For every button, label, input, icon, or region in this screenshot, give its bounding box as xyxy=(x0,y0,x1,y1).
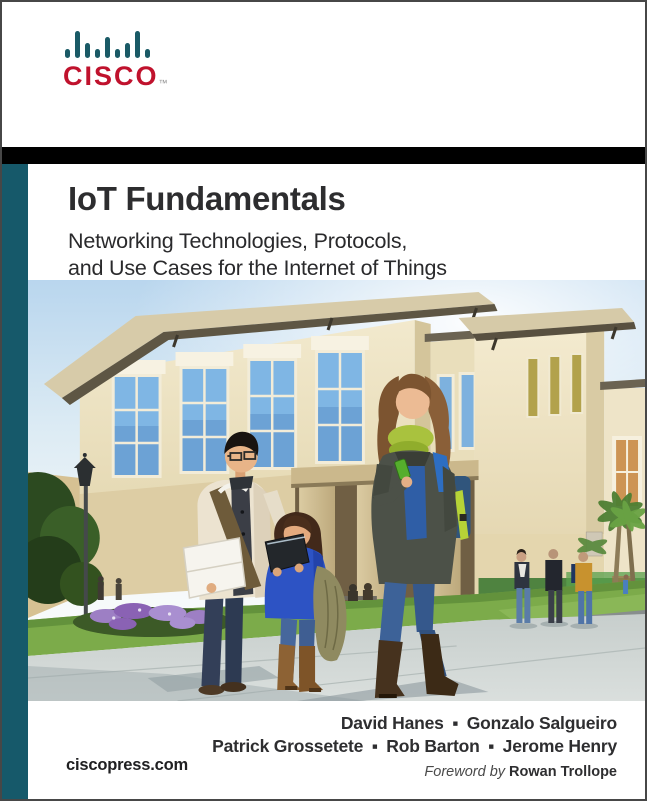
publisher-website-link[interactable]: ciscopress.com xyxy=(66,756,188,774)
cisco-logo xyxy=(63,30,173,90)
trademark-symbol: ™ xyxy=(158,78,168,88)
footer xyxy=(28,701,645,799)
cover-photo-illustration xyxy=(28,280,645,701)
publisher-header xyxy=(2,2,645,147)
authors-line-1: David Hanes ▪ Gonzalo Salgueiro xyxy=(340,713,617,733)
subtitle-line-1: Networking Technologies, Protocols, xyxy=(68,229,408,253)
foreword-prefix: Foreword by xyxy=(424,764,510,780)
book-subtitle xyxy=(68,228,447,282)
book-title: IoT Fundamentals xyxy=(68,180,346,217)
foreword-author: Rowan Trollope xyxy=(509,764,617,780)
authors-line-2: Patrick Grossetete ▪ Rob Barton ▪ Jerome Henry xyxy=(212,736,617,756)
subtitle-line-2: and Use Cases for the Internet of Things xyxy=(68,256,447,280)
cover-photo xyxy=(28,280,645,701)
black-divider-band xyxy=(2,147,645,164)
cisco-bridge-bars-icon xyxy=(65,30,173,58)
foreword xyxy=(212,761,617,784)
cisco-wordmark: CISCO™ xyxy=(63,61,168,91)
authors-block xyxy=(212,712,617,784)
teal-side-stripe xyxy=(2,164,28,799)
